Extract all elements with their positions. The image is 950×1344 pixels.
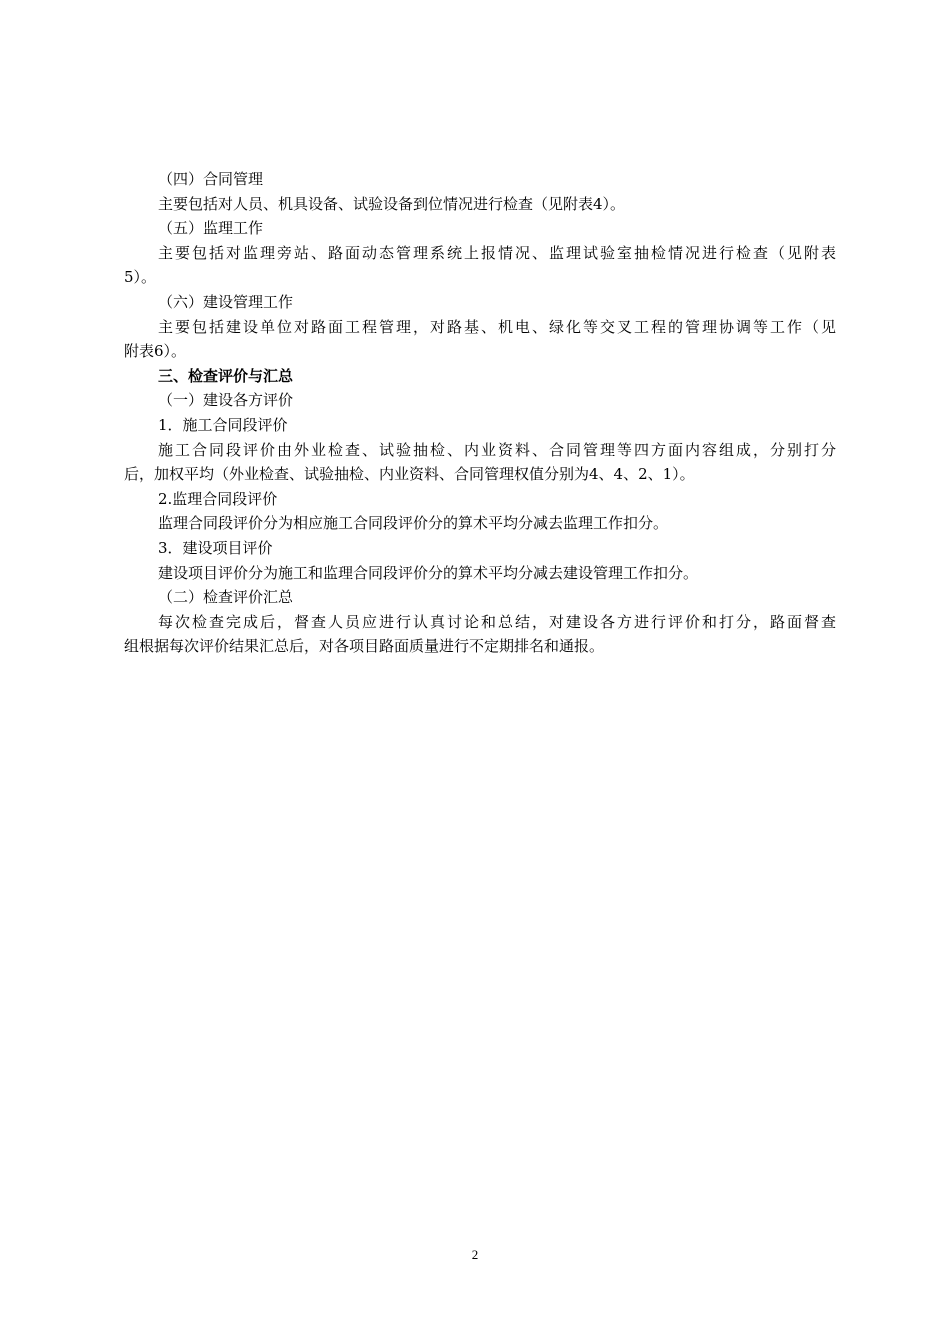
section-heading-contract-management: （四）合同管理	[158, 170, 264, 188]
section-heading-evaluation-summary: （二）检查评价汇总	[158, 588, 294, 607]
section-heading-party-evaluation: （一）建设各方评价	[158, 391, 294, 410]
paragraph-construction-management-line-1: 主要包括建设单位对路面工程管理，对路基、机电、绿化等交叉工程的管理协调等工作（见	[158, 317, 836, 336]
paragraph-supervision-work-line-1: 主要包括对监理旁站、路面动态管理系统上报情况、监理试验室抽检情况进行检查（见附表	[158, 243, 836, 262]
paragraph-evaluation-summary-line-2: 组根据每次评价结果汇总后，对各项目路面质量进行不定期排名和通报。	[124, 637, 605, 656]
paragraph-supervision-work-line-2: 5）。	[124, 268, 157, 287]
section-heading-construction-management: （六）建设管理工作	[158, 292, 294, 311]
paragraph-construction-management-line-2: 附表6）。	[124, 342, 187, 361]
subheading-construction-contract-evaluation: 1．施工合同段评价	[158, 415, 288, 434]
paragraph-project-evaluation: 建设项目评价分为施工和监理合同段评价分的算术平均分减去建设管理工作扣分。	[158, 563, 699, 582]
paragraph-construction-evaluation-line-1: 施工合同段评价由外业检查、试验抽检、内业资料、合同管理等四方面内容组成，分别打分	[158, 440, 836, 459]
subheading-supervision-contract-evaluation: 2.监理合同段评价	[158, 489, 278, 508]
page-number: 2	[471, 1247, 479, 1262]
paragraph-evaluation-summary-line-1: 每次检查完成后，督查人员应进行认真讨论和总结，对建设各方进行评价和打分，路面督查	[158, 612, 836, 631]
paragraph-construction-evaluation-line-2: 后，加权平均（外业检查、试验抽检、内业资料、合同管理权值分别为4、4、2、1）。	[124, 465, 695, 484]
paragraph-supervision-evaluation: 监理合同段评价分为相应施工合同段评价分的算术平均分减去监理工作扣分。	[158, 514, 669, 533]
paragraph-contract-management: 主要包括对人员、机具设备、试验设备到位情况进行检查（见附表4）。	[158, 194, 626, 213]
subheading-project-evaluation: 3．建设项目评价	[158, 538, 273, 557]
chapter-heading-evaluation-summary: 三、检查评价与汇总	[158, 366, 294, 385]
section-heading-supervision-work: （五）监理工作	[158, 219, 264, 238]
document-body	[124, 167, 836, 659]
